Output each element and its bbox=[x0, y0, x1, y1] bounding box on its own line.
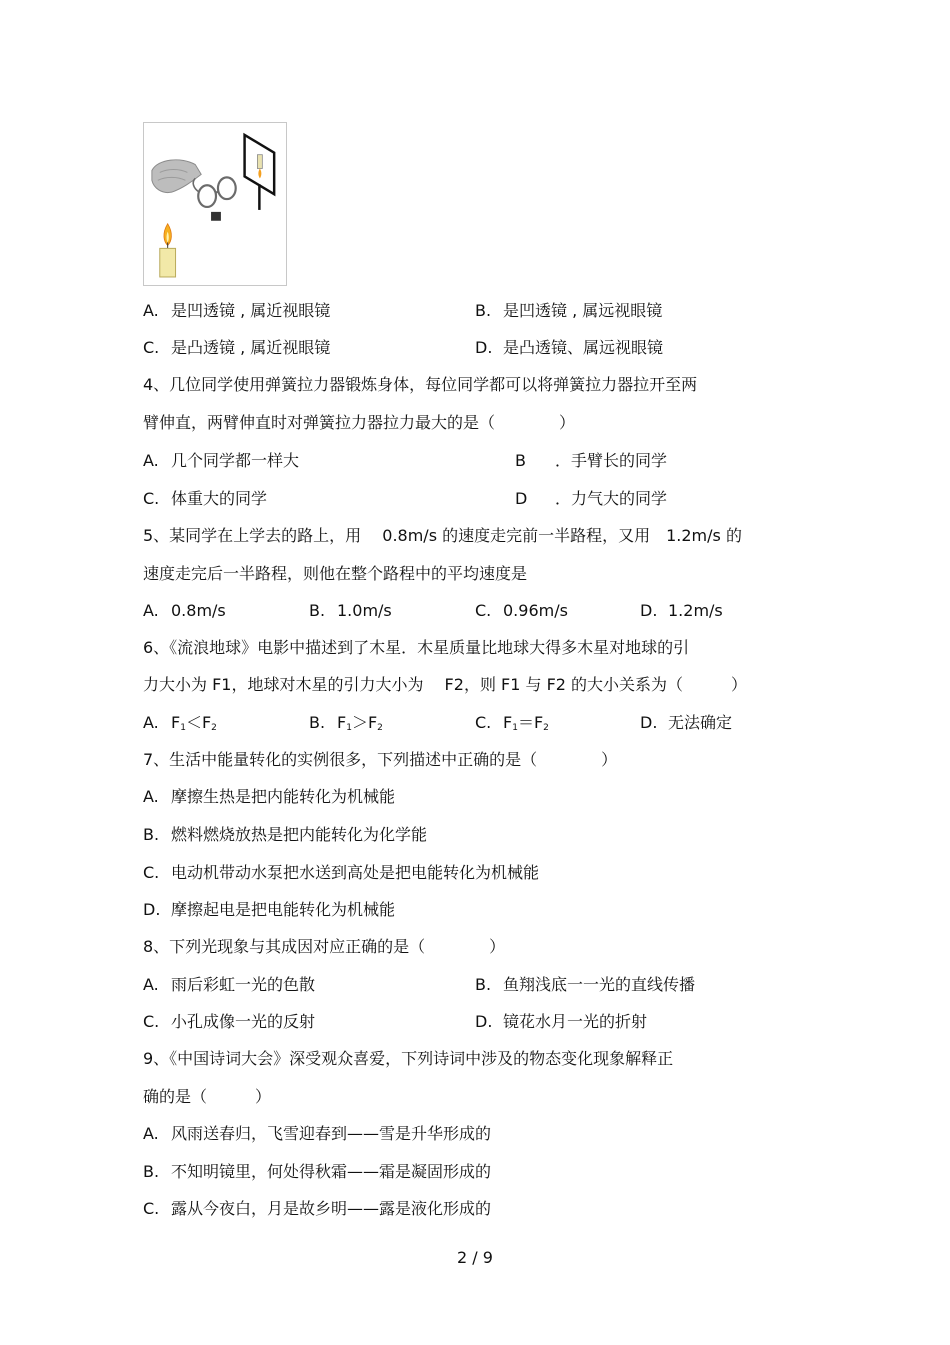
option-letter: C. bbox=[475, 601, 492, 620]
q3-option-a bbox=[143, 300, 330, 322]
option-letter: A. bbox=[143, 451, 159, 470]
page-number: 2 / 9 bbox=[457, 1248, 493, 1267]
option-letter: A. bbox=[143, 787, 159, 806]
option-letter: A. bbox=[143, 975, 159, 994]
option-letter: A. bbox=[143, 1124, 159, 1143]
q4-stem-line2: 臂伸直，两臂伸直时对弹簧拉力器拉力最大的是（ ） bbox=[143, 413, 576, 432]
option-text: 是凸透镜、属远视眼镜 bbox=[503, 338, 664, 357]
option-letter: C. bbox=[143, 863, 160, 882]
option-letter: D. bbox=[640, 713, 658, 732]
q5-stem-line1: 5、某同学在上学去的路上，用 0.8m/s 的速度走完前一半路程，又用 1.2m/s 的 bbox=[143, 526, 742, 545]
q5-stem-line2: 速度走完后一半路程，则他在整个路程中的平均速度是 bbox=[143, 564, 528, 583]
option-letter: A. bbox=[143, 713, 159, 732]
relation: ＝F bbox=[517, 713, 544, 732]
option-text: 摩擦起电是把电能转化为机械能 bbox=[171, 900, 396, 919]
relation: ＜F bbox=[185, 713, 212, 732]
option-letter: B. bbox=[143, 825, 160, 844]
force-symbol: F bbox=[171, 713, 181, 732]
q6-option-d bbox=[640, 712, 732, 734]
force-subscript: 2 bbox=[211, 723, 217, 733]
option-text: 燃料燃烧放热是把内能转化为化学能 bbox=[171, 825, 428, 844]
force-symbol: F bbox=[337, 713, 347, 732]
option-text: 电动机带动水泵把水送到高处是把电能转化为机械能 bbox=[171, 863, 540, 882]
q6-option-c bbox=[475, 712, 549, 739]
option-text: 雨后彩虹一光的色散 bbox=[171, 975, 316, 994]
q6-option-a bbox=[143, 712, 217, 739]
force-symbol: F bbox=[503, 713, 513, 732]
option-text: 风雨送春归，飞雪迎春到——雪是升华形成的 bbox=[171, 1124, 492, 1143]
q5-option-c bbox=[475, 600, 568, 622]
q4-option-a bbox=[143, 450, 299, 472]
option-text: ．手臂长的同学 bbox=[555, 451, 668, 470]
option-text: 1.0m/s bbox=[337, 601, 392, 620]
option-letter: A. bbox=[143, 601, 159, 620]
option-text: 体重大的同学 bbox=[171, 489, 268, 508]
force-subscript: 1 bbox=[346, 723, 352, 733]
option-letter: B. bbox=[475, 301, 492, 320]
option-letter: C. bbox=[475, 713, 492, 732]
q7-option-a bbox=[143, 786, 395, 808]
force-subscript: 2 bbox=[377, 723, 383, 733]
q9-stem-line2: 确的是（ ） bbox=[143, 1087, 272, 1106]
q8-option-a bbox=[143, 974, 315, 996]
option-letter: D bbox=[515, 489, 528, 508]
q3-option-c bbox=[143, 337, 330, 359]
lens-candle-screen-illustration bbox=[144, 123, 286, 285]
q9-option-c bbox=[143, 1198, 491, 1220]
lens-experiment-figure bbox=[143, 122, 287, 286]
option-text: ．力气大的同学 bbox=[555, 489, 668, 508]
option-text: 是凹透镜 , 属近视眼镜 bbox=[171, 301, 331, 320]
option-letter: B. bbox=[143, 1162, 160, 1181]
option-letter: C. bbox=[143, 1199, 160, 1218]
q7-option-d bbox=[143, 899, 395, 921]
option-letter: D. bbox=[640, 601, 658, 620]
option-letter: B. bbox=[309, 601, 326, 620]
option-text: 不知明镜里，何处得秋霜——霜是凝固形成的 bbox=[171, 1162, 492, 1181]
option-letter: C. bbox=[143, 338, 160, 357]
option-text: 0.8m/s bbox=[171, 601, 226, 620]
q6-stem-line2: 力大小为 F1，地球对木星的引力大小为 F2，则 F1 与 F2 的大小关系为（ ） bbox=[143, 675, 748, 694]
q9-option-a bbox=[143, 1123, 491, 1145]
option-text: 无法确定 bbox=[668, 713, 733, 732]
option-letter: A. bbox=[143, 301, 159, 320]
q3-option-b bbox=[475, 300, 662, 322]
force-subscript: 2 bbox=[543, 723, 549, 733]
q7-option-c bbox=[143, 862, 539, 884]
q8-option-d bbox=[475, 1011, 647, 1033]
q5-option-a bbox=[143, 600, 226, 622]
option-letter: B. bbox=[309, 713, 326, 732]
option-text: 镜花水月一光的折射 bbox=[503, 1012, 648, 1031]
q8-option-b bbox=[475, 974, 695, 996]
q4-stem-line1: 4、几位同学使用弹簧拉力器锻炼身体，每位同学都可以将弹簧拉力器拉开至两 bbox=[143, 375, 698, 394]
option-letter: C. bbox=[143, 1012, 160, 1031]
option-text: 是凹透镜 , 属远视眼镜 bbox=[503, 301, 663, 320]
option-letter: B. bbox=[475, 975, 492, 994]
q9-stem-line1: 9、《中国诗词大会》深受观众喜爱，下列诗词中涉及的物态变化现象解释正 bbox=[143, 1049, 674, 1068]
option-letter: B bbox=[515, 451, 526, 470]
option-text: 几个同学都一样大 bbox=[171, 451, 300, 470]
q4-option-c bbox=[143, 488, 267, 510]
force-subscript: 1 bbox=[512, 723, 518, 733]
option-letter: C. bbox=[143, 489, 160, 508]
q4-option-b bbox=[515, 450, 667, 472]
q8-stem-line1: 8、下列光现象与其成因对应正确的是（ ） bbox=[143, 937, 506, 956]
q7-stem-line1: 7、生活中能量转化的实例很多，下列描述中正确的是（ ） bbox=[143, 750, 618, 769]
option-text: 露从今夜白，月是故乡明——露是液化形成的 bbox=[171, 1199, 492, 1218]
option-text: 小孔成像一光的反射 bbox=[171, 1012, 316, 1031]
q5-option-d bbox=[640, 600, 723, 622]
relation: ＞F bbox=[351, 713, 378, 732]
q8-option-c bbox=[143, 1011, 315, 1033]
q5-option-b bbox=[309, 600, 392, 622]
option-text: 摩擦生热是把内能转化为机械能 bbox=[171, 787, 396, 806]
option-letter: D. bbox=[143, 900, 161, 919]
q6-stem-line1: 6、《流浪地球》电影中描述到了木星．木星质量比地球大得多木星对地球的引 bbox=[143, 638, 690, 657]
q4-option-d bbox=[515, 488, 667, 510]
option-text: 是凸透镜 , 属近视眼镜 bbox=[171, 338, 331, 357]
q7-option-b bbox=[143, 824, 427, 846]
q3-option-d bbox=[475, 337, 663, 359]
force-subscript: 1 bbox=[180, 723, 186, 733]
option-letter: D. bbox=[475, 338, 493, 357]
option-text: 鱼翔浅底一一光的直线传播 bbox=[503, 975, 696, 994]
option-text: 0.96m/s bbox=[503, 601, 568, 620]
q6-option-b bbox=[309, 712, 383, 739]
q9-option-b bbox=[143, 1161, 491, 1183]
option-letter: D. bbox=[475, 1012, 493, 1031]
option-text: 1.2m/s bbox=[668, 601, 723, 620]
